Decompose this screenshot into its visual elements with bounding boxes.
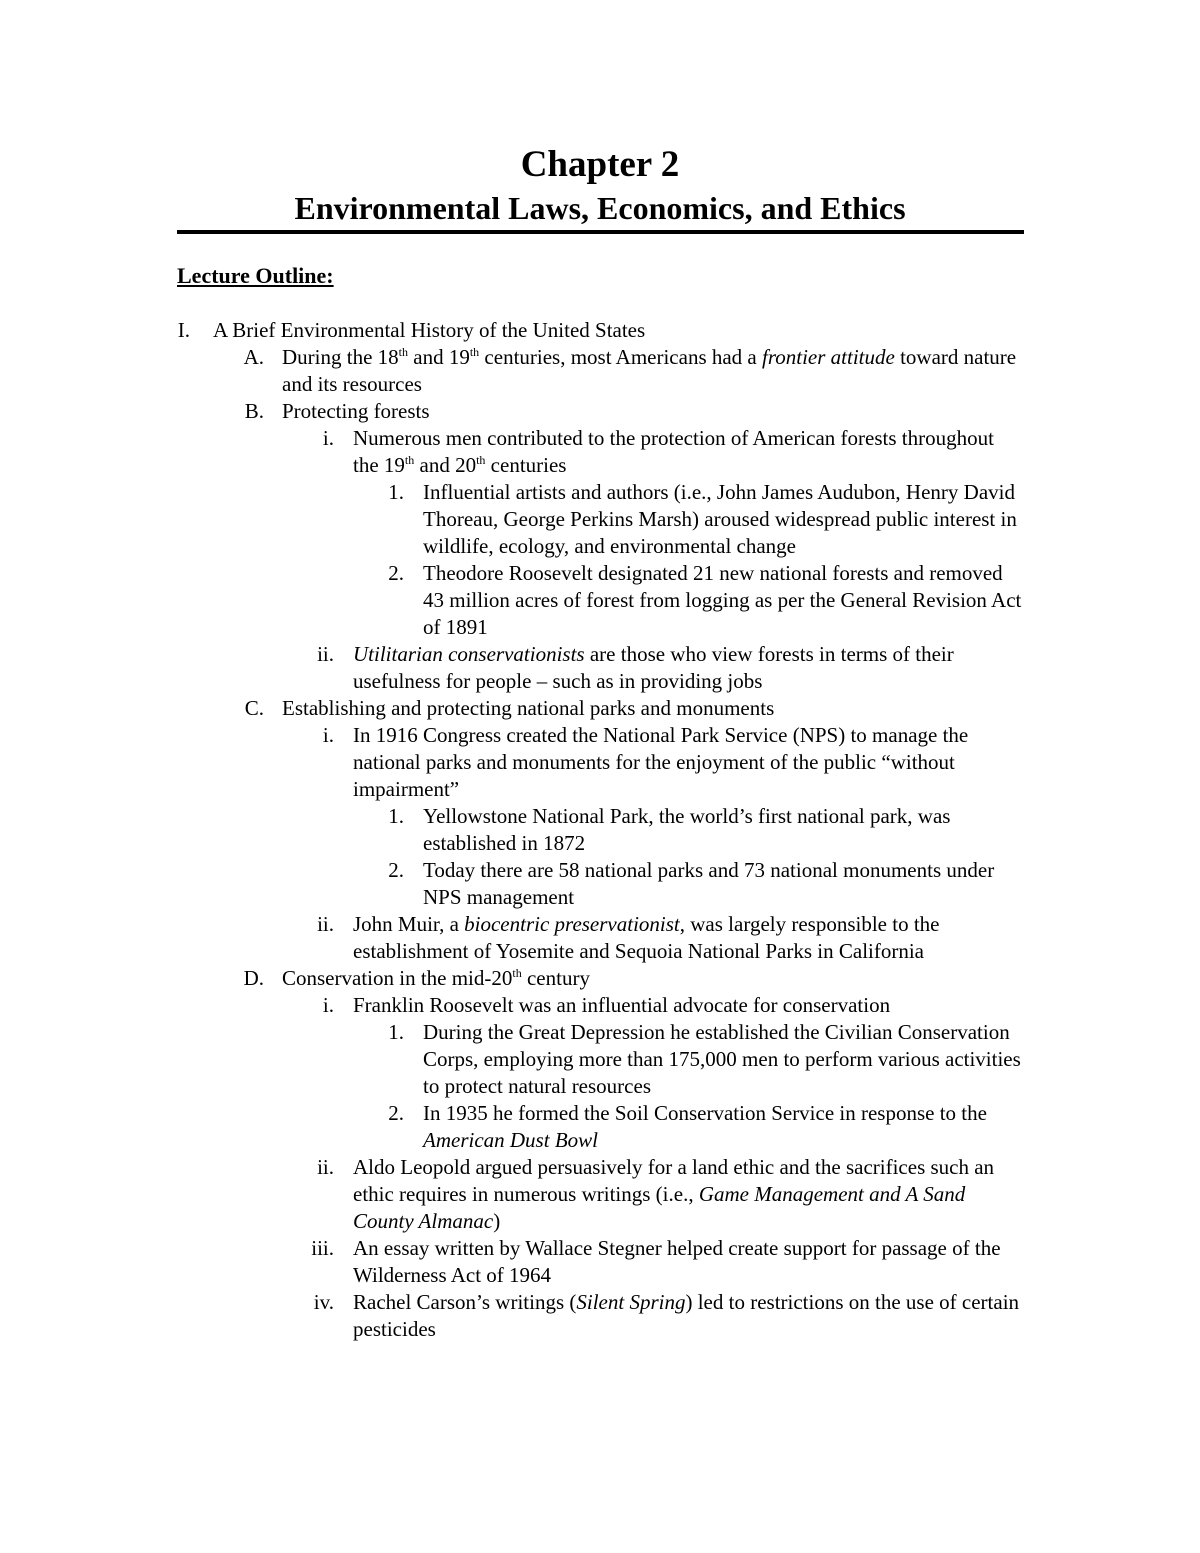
outline-item-D <box>0 965 1200 992</box>
item-text: Today there are 58 national parks and 73 national monuments under NPS management <box>423 858 995 909</box>
item-label: i. <box>322 723 334 747</box>
item-label: i. <box>322 426 334 450</box>
outline-item-B-ii <box>0 641 1200 695</box>
outline-item-D-iv <box>0 1289 1200 1343</box>
item-label: i. <box>322 993 334 1017</box>
item-label: 2. <box>388 858 404 882</box>
emphasis-term: Utilitarian conservationists <box>353 642 585 666</box>
lecture-outline <box>0 317 1200 1343</box>
item-text: In 1916 Congress created the National Park Service (NPS) to manage the national parks and monuments for the enjoyment of the public “without impairment” <box>353 723 969 801</box>
item-text: Protecting forests <box>282 399 430 423</box>
item-label: ii. <box>317 642 334 666</box>
item-label: B. <box>244 399 264 423</box>
outline-item-D-i-2 <box>0 1100 1200 1154</box>
item-text: A Brief Environmental History of the United States <box>213 318 646 342</box>
item-label: A. <box>243 345 264 369</box>
outline-item-A <box>0 344 1200 398</box>
item-text: An essay written by Wallace Stegner helped create support for passage of the Wilderness Act of 1964 <box>353 1236 1001 1287</box>
outline-item-B-i-2 <box>0 560 1200 641</box>
item-text: Theodore Roosevelt designated 21 new national forests and removed 43 million acres of forest from logging as per the General Revision Act of 1891 <box>423 561 1022 639</box>
outline-item-C-i-1 <box>0 803 1200 857</box>
outline-item-D-i-1 <box>0 1019 1200 1100</box>
outline-item-D-ii <box>0 1154 1200 1235</box>
item-label: 2. <box>388 561 404 585</box>
emphasis-term: Game Management and A Sand County Almanac <box>353 1182 966 1233</box>
emphasis-term: frontier attitude <box>762 345 895 369</box>
item-text: Yellowstone National Park, the world’s first national park, was established in 1872 <box>423 804 951 855</box>
chapter-title: Environmental Laws, Economics, and Ethics <box>294 190 906 226</box>
item-label: D. <box>243 966 264 990</box>
item-label: 1. <box>388 804 404 828</box>
outline-item-B-i <box>0 425 1200 479</box>
outline-item-B <box>0 398 1200 425</box>
outline-item-C-i-2 <box>0 857 1200 911</box>
outline-item-I <box>0 317 1200 344</box>
chapter-number: Chapter 2 <box>520 144 680 185</box>
outline-item-C <box>0 695 1200 722</box>
title-divider <box>177 230 1024 234</box>
emphasis-term: biocentric preservationist <box>464 912 680 936</box>
item-text: Influential artists and authors (i.e., John James Audubon, Henry David Thoreau, George Perkins Marsh) aroused widespread public interest in wildlife, ecology, and environmental change <box>423 480 1017 558</box>
item-label: 1. <box>388 1020 404 1044</box>
item-label: iii. <box>311 1236 334 1260</box>
item-label: iv. <box>313 1290 334 1314</box>
item-text: Establishing and protecting national parks and monuments <box>282 696 775 720</box>
item-text: During the Great Depression he established the Civilian Conservation Corps, employing more than 175,000 men to perform various activities to protect natural resources <box>423 1020 1021 1098</box>
item-text: Utilitarian conservationists are those who view forests in terms of their usefulness for people – such as in providing jobs <box>353 642 954 693</box>
outline-item-D-i <box>0 992 1200 1019</box>
outline-item-B-i-1 <box>0 479 1200 560</box>
emphasis-term: American Dust Bowl <box>423 1128 598 1152</box>
item-text: During the 18th and 19th centuries, most Americans had a frontier attitude toward nature and its resources <box>282 345 1017 396</box>
section-heading: Lecture Outline: <box>177 263 334 288</box>
emphasis-term: Silent Spring <box>576 1290 686 1314</box>
item-text: Conservation in the mid-20th century <box>282 966 590 990</box>
item-text: Franklin Roosevelt was an influential advocate for conservation <box>353 993 891 1017</box>
item-label: ii. <box>317 1155 334 1179</box>
item-label: I. <box>177 318 190 342</box>
item-text: Rachel Carson’s writings (Silent Spring) led to restrictions on the use of certain pesticides <box>353 1290 1020 1341</box>
item-label: 2. <box>388 1101 404 1125</box>
item-text: John Muir, a biocentric preservationist, was largely responsible to the establishment of Yosemite and Sequoia National Parks in California <box>353 912 940 963</box>
item-label: C. <box>244 696 264 720</box>
item-label: 1. <box>388 480 404 504</box>
item-text: In 1935 he formed the Soil Conservation Service in response to the American Dust Bowl <box>423 1101 987 1152</box>
item-text: Aldo Leopold argued persuasively for a land ethic and the sacrifices such an ethic requires in numerous writings (i.e., Game Management and A Sand County Almanac) <box>353 1155 995 1233</box>
outline-item-C-i <box>0 722 1200 803</box>
outline-item-C-ii <box>0 911 1200 965</box>
item-label: ii. <box>317 912 334 936</box>
item-text: Numerous men contributed to the protection of American forests throughout the 19th and 20th centuries <box>353 426 994 477</box>
outline-item-D-iii <box>0 1235 1200 1289</box>
